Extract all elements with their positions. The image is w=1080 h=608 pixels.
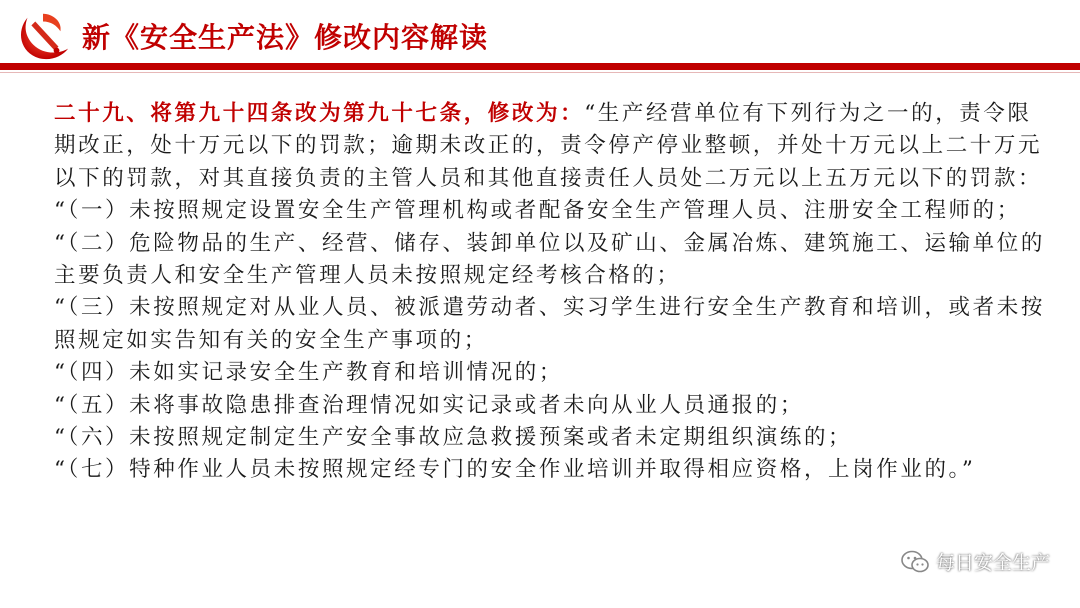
list-item: “（三）未按照规定对从业人员、被派遣劳动者、实习学生进行安全生产教育和培训，或者未按照规定如实告知有关的安全生产事项的； [54, 295, 1045, 353]
page-title: 新《安全生产法》修改内容解读 [82, 21, 489, 54]
watermark [900, 548, 1050, 575]
list-item: “（二）危险物品的生产、经营、储存、装卸单位以及矿山、金属冶炼、建筑施工、运输单位的主要负责人和安全生产管理人员未按照规定经考核合格的； [54, 230, 1045, 289]
header-divider [0, 63, 1080, 70]
list-item: “（一）未按照规定设置安全生产管理机构或者配备安全生产管理人员、注册安全工程师的； [54, 198, 1021, 224]
article-body [54, 98, 1054, 487]
list-item: “（五）未将事故隐患排查治理情况如实记录或者未向从业人员通报的； [54, 392, 804, 418]
watermark-text: 每日安全生产 [935, 552, 1050, 574]
amendment-heading: 二十九、将第九十四条改为第九十七条，修改为： [54, 101, 585, 126]
wechat-icon [900, 549, 930, 575]
intro-paragraph [54, 98, 1054, 195]
slide-header [0, 0, 1080, 72]
party-emblem-icon [14, 8, 72, 66]
list-item: “（六）未按照规定制定生产安全事故应急救援预案或者未定期组织演练的； [54, 425, 853, 451]
intro-text: “生产经营单位有下列行为之一的，责令限期改正，处十万元以下的罚款；逾期未改正的，责令停产停业整顿，并处十万元以上二十万元以下的罚款，对其直接负责的主管人员和其他直接责任人员处二万元以上五万元以下的罚款： [54, 101, 1043, 191]
list-item: “（四）未如实记录安全生产教育和培训情况的； [54, 360, 563, 386]
header-divider-thin [0, 72, 1080, 73]
list-item: “（七）特种作业人员未按照规定经专门的安全作业培训并取得相应资格，上岗作业的。” [54, 457, 976, 483]
